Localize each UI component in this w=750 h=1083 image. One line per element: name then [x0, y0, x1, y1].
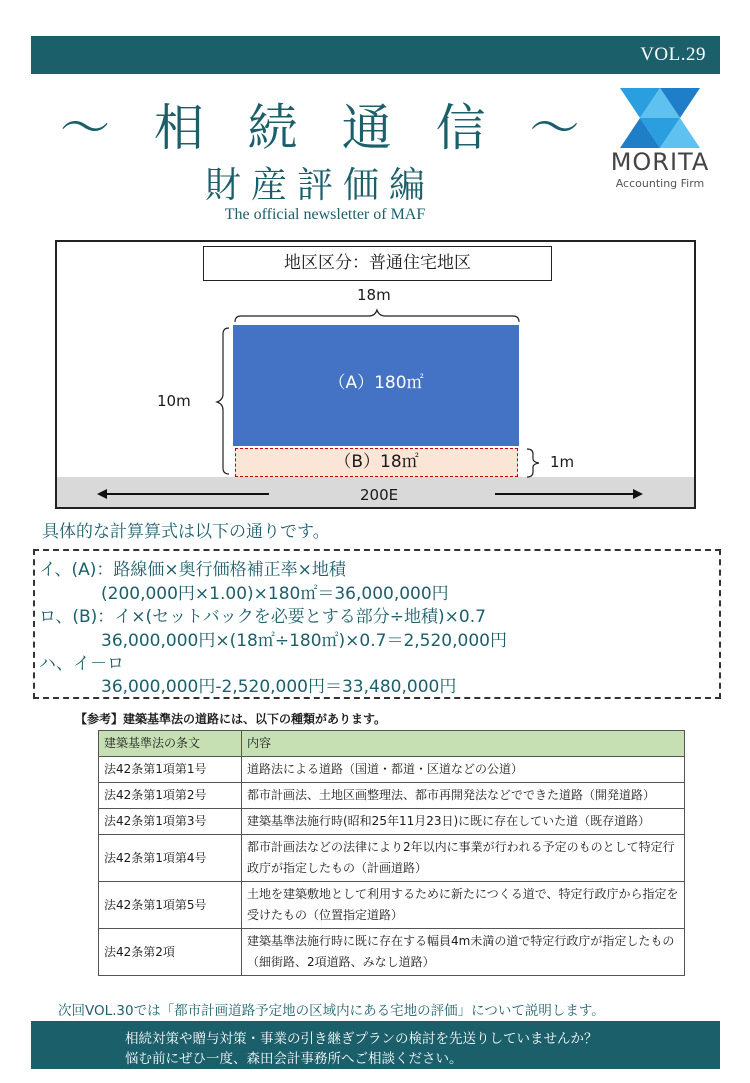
width-bracket [235, 310, 519, 322]
logo-firm: Accounting Firm [615, 177, 705, 190]
tagline: The official newsletter of MAF [224, 206, 426, 223]
footer-line-1: 相続対策や贈与対策・事業の引き継ぎプランの検討を先送りしていませんか？ [125, 1031, 598, 1047]
formula-line: ハ、イ－ロ [39, 654, 124, 674]
table-row [99, 757, 685, 783]
table-cell: 法42条第1項第4号 [99, 835, 242, 882]
land-diagram [55, 240, 696, 509]
table-cell: 土地を建築敷地として利用するために新たにつくる道で、特定行政庁から指定を受けたもの（位置指定道路） [242, 882, 685, 929]
table-cell: 建築基準法施行時に既に存在する幅員4m未満の道で特定行政庁が指定したもの（細街路、2項道路、みなし道路） [242, 929, 685, 976]
logo-name: MORITA [610, 148, 710, 176]
footer-bar [31, 1021, 720, 1069]
table-header-row [99, 731, 685, 757]
formula-line: 36,000,000円×(18㎡÷180㎡)×0.7＝2,520,000円 [101, 631, 507, 651]
table-cell: 法42条第2項 [99, 929, 242, 976]
depth-bracket [217, 328, 229, 474]
table-cell: 法42条第1項第1号 [99, 757, 242, 783]
logo [602, 86, 718, 194]
calc-intro: 具体的な計算算式は以下の通りです。 [42, 522, 330, 542]
next-issue-notice: 次回VOL.30では「都市計画道路予定地の区域内にある宅地の評価」について説明します。 [58, 1003, 605, 1019]
formula-line: 36,000,000円-2,520,000円＝33,480,000円 [101, 677, 457, 697]
table-row [99, 835, 685, 882]
formula-box [33, 549, 721, 699]
table-row [99, 809, 685, 835]
newsletter-title: ～ 相 続 通 信 ～ [60, 99, 594, 157]
newsletter-subtitle: 財産評価編 [204, 165, 435, 206]
formula-line: (200,000円×1.00)×180㎡＝36,000,000円 [101, 584, 449, 604]
table-cell: 都市計画法、土地区画整理法、都市再開発法などでできた道路（開発道路） [242, 783, 685, 809]
road-price-label: 200E [360, 486, 399, 504]
reference-title: 【参考】建築基準法の道路には、以下の種類があります。 [75, 712, 387, 726]
table-row [99, 783, 685, 809]
triangle-logo-icon [620, 86, 700, 148]
district-label: 地区区分：普通住宅地区 [203, 246, 552, 281]
table-cell: 法42条第1項第2号 [99, 783, 242, 809]
table-row [99, 929, 685, 976]
table-row [99, 882, 685, 929]
table-cell: 法42条第1項第3号 [99, 809, 242, 835]
table-cell: 法42条第1項第5号 [99, 882, 242, 929]
formula-line: イ、(A)：路線価×奥行価格補正率×地積 [39, 560, 346, 580]
table-cell: 建築基準法施行時(昭和25年11月23日)に既に存在していた道（既存道路） [242, 809, 685, 835]
setback-dimension: 1m [550, 453, 575, 471]
footer-line-2: 悩む前にぜひ一度、森田会計事務所へご相談ください。 [125, 1051, 463, 1067]
plot-a: （A）180㎡ [233, 325, 519, 446]
volume-label: VOL.29 [640, 44, 706, 65]
header-bar [31, 36, 720, 74]
road-types-table [98, 730, 685, 976]
plot-b-setback: （B）18㎡ [235, 448, 518, 477]
table-cell: 都市計画法などの法律により2年以内に事業が行われる予定のものとして特定行政庁が指定したもの（計画道路） [242, 835, 685, 882]
width-dimension: 18m [357, 286, 391, 304]
table-cell: 道路法による道路（国道・都道・区道などの公道） [242, 757, 685, 783]
setback-bracket [527, 449, 539, 477]
formula-line: ロ、(B)：イ×(セットバックを必要とする部分÷地積)×0.7 [39, 607, 486, 627]
table-header-cell: 建築基準法の条文 [99, 731, 242, 757]
dimension-lines [57, 242, 696, 509]
depth-dimension: 10m [157, 392, 191, 410]
table-header-cell: 内容 [242, 731, 685, 757]
